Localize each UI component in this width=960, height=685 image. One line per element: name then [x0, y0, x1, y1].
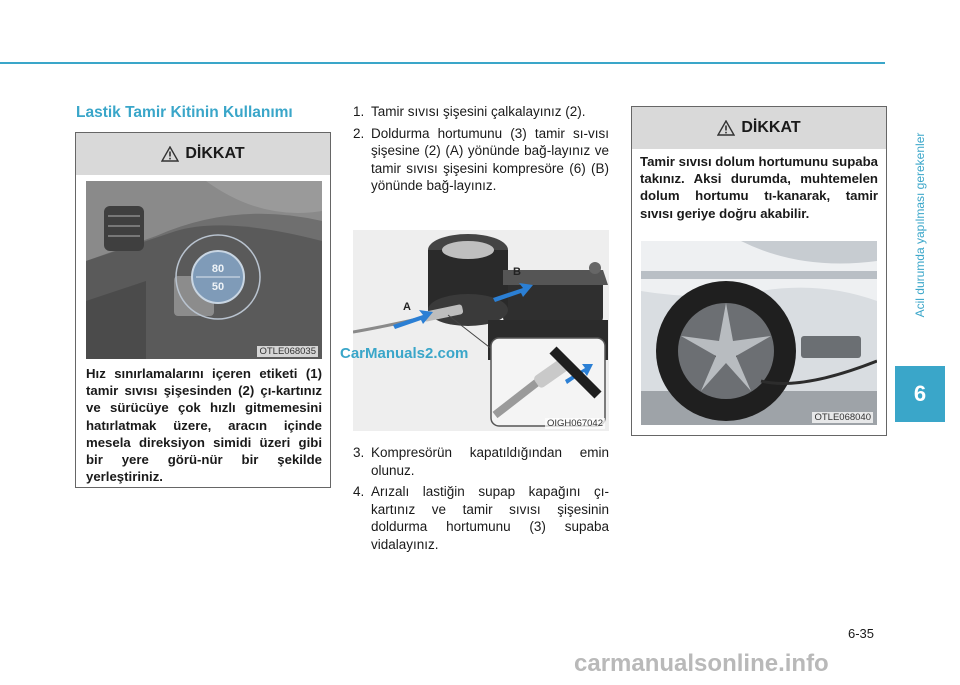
compressor-figure	[353, 230, 609, 431]
caution-text: Hız sınırlamalarını içeren etiketi (1) tamir sıvısı şişesinden (2) çı-kartınız ve sürücüye çok hızlı gitmemesini hatırlatmak üzere, aracın içinde mesela direksiyon simidi üzeri gibi bir yere görü-nür bir şekilde yerleştiriniz.	[86, 366, 322, 485]
caution-text: Tamir sıvısı dolum hortumunu supaba takınız. Aksi durumda, muhtemelen dolum hortumu tı-kanarak, tamir sıvısı geriye doğru akabilir.	[640, 154, 878, 221]
step-number: 4.	[353, 484, 365, 499]
step-text: Kompresörün kapatıldığından emin olunuz.	[371, 445, 609, 478]
page-number: 6-35	[848, 626, 875, 641]
caution-header	[76, 133, 330, 175]
tire-figure	[641, 241, 877, 425]
list-item	[353, 125, 609, 195]
chapter-tab	[895, 366, 945, 422]
steps-list-bottom	[353, 444, 609, 553]
figure-code: OTLE068040	[814, 412, 871, 423]
arrow-label-b: B	[513, 266, 521, 278]
caution-box-left	[75, 132, 331, 488]
dashboard-illustration	[86, 181, 322, 359]
step-text: Arızalı lastiğin supap kapağını çı-kartınız ve tamir sıvısı şişesinin doldurma hortumunu (3) supaba vidalayınız.	[371, 484, 609, 552]
warning-triangle-icon	[717, 120, 735, 136]
caution-heading: DİKKAT	[185, 145, 245, 162]
list-item	[353, 444, 609, 479]
header-rule	[0, 62, 885, 64]
figure-code: OIGH067042	[547, 418, 603, 429]
step-number: 2.	[353, 125, 365, 141]
caution-box-right	[631, 106, 887, 436]
gauge-value-top: 80	[211, 263, 225, 275]
chapter-title-text: Acil durumda yapılması gerekenler	[913, 132, 927, 318]
figure-code: OTLE068035	[259, 346, 316, 357]
tire-illustration	[641, 241, 877, 425]
gauge-value-bottom: 50	[211, 281, 225, 293]
list-item	[353, 103, 609, 121]
section-title: Lastik Tamir Kitinin Kullanımı	[76, 104, 293, 121]
caution-header	[632, 107, 886, 149]
warning-triangle-icon	[161, 146, 179, 162]
watermark-middle: CarManuals2.com	[340, 345, 469, 362]
chapter-number: 6	[913, 381, 927, 406]
dashboard-figure	[86, 181, 322, 359]
arrow-label-a: A	[403, 301, 411, 313]
watermark-bottom: carmanualsonline.info	[574, 650, 829, 677]
list-item	[353, 483, 609, 553]
step-text: Tamir sıvısı şişesini çalkalayınız (2).	[371, 104, 586, 119]
steps-list-top	[353, 103, 609, 195]
step-text: Doldurma hortumunu (3) tamir sı-vısı şişesine (2) (A) yönünde bağ-layınız ve tamir sıvısı şişesini kompresöre (6) (B) yönünde bağ-layınız.	[371, 125, 609, 193]
chapter-side-title	[910, 90, 930, 360]
step-number: 1.	[353, 104, 365, 119]
compressor-illustration	[353, 230, 609, 431]
step-number: 3.	[353, 445, 365, 460]
caution-heading: DİKKAT	[741, 119, 801, 136]
